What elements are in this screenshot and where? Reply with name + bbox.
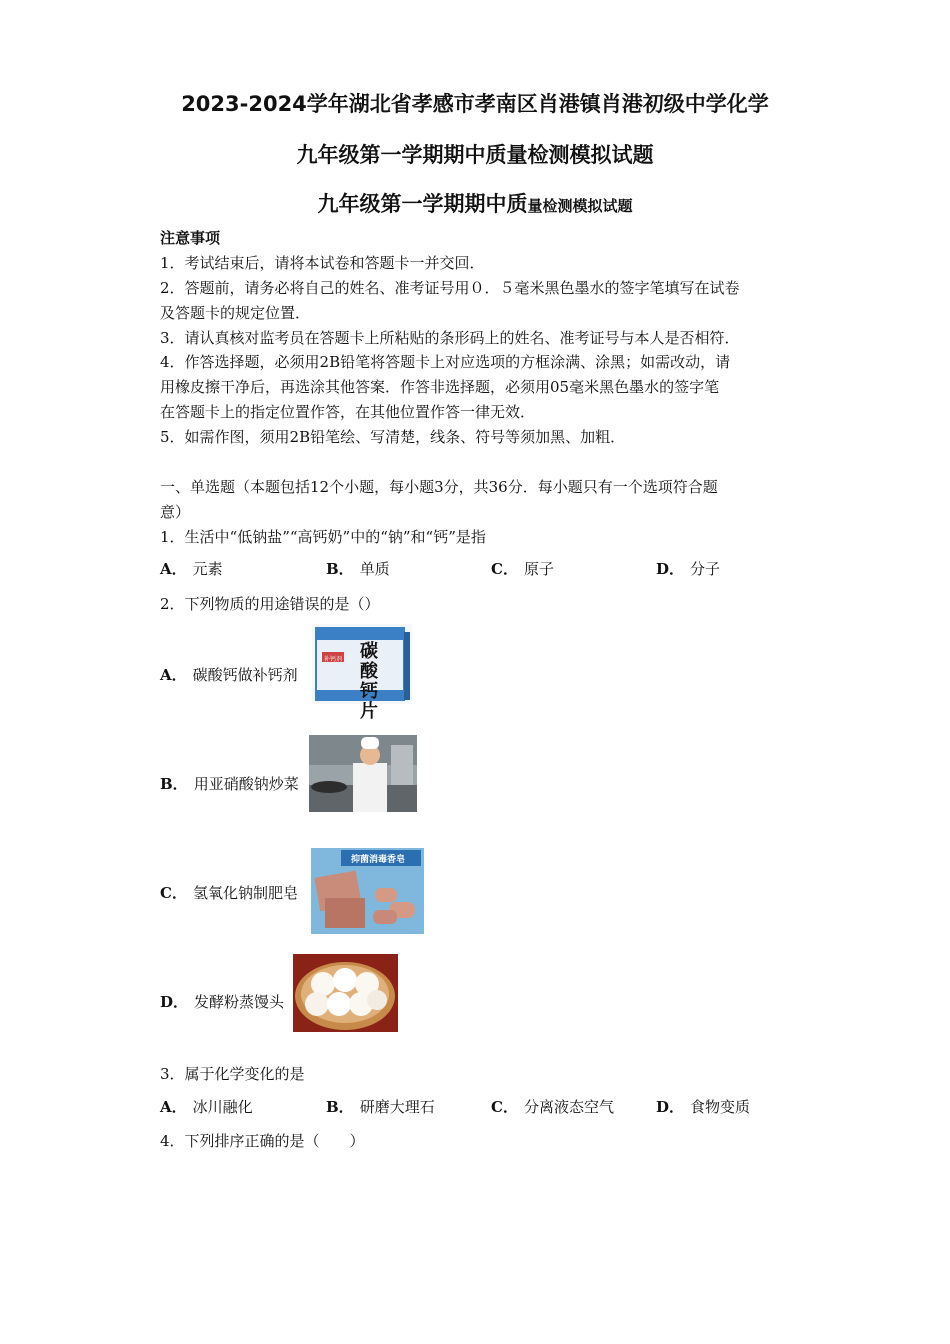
buns-graphic — [293, 954, 398, 1032]
section-heading-cont: 意） — [160, 503, 191, 521]
q3-option-a — [160, 1096, 253, 1117]
calcium-tablet-box-image — [312, 624, 412, 722]
q2-option-c — [160, 882, 298, 903]
subtitle-small: 量检测模拟试题 — [527, 197, 633, 215]
soap-banner: 抑菌消毒香皂 — [351, 855, 406, 865]
option-letter: A． — [160, 560, 187, 578]
option-letter: C． — [491, 560, 518, 578]
q3-option-d — [656, 1096, 750, 1117]
option-text: 分子 — [690, 560, 721, 578]
option-letter: C． — [160, 884, 187, 902]
option-text: 冰川融化 — [192, 1098, 253, 1116]
notice-line: 5．如需作图，须用2B铅笔绘、写清楚，线条、符号等须加黑、加粗． — [160, 428, 626, 446]
notice-line: 4．作答选择题，必须用2B铅笔将答题卡上对应选项的方框涂满、涂黑；如需改动，请 — [160, 353, 731, 371]
option-letter: D． — [656, 560, 685, 578]
box-label: 补钙剂 — [324, 656, 343, 663]
option-text: 研磨大理石 — [359, 1098, 435, 1116]
q1-option-c — [491, 558, 554, 579]
q3-option-b — [326, 1096, 435, 1117]
q3-option-c — [491, 1096, 614, 1117]
option-text: 发酵粉蒸馒头 — [194, 993, 285, 1011]
option-letter: D． — [160, 993, 189, 1011]
option-letter: B． — [326, 1098, 354, 1116]
option-letter: B． — [326, 560, 354, 578]
option-letter: C． — [491, 1098, 518, 1116]
notice-heading: 注意事项 — [160, 229, 221, 247]
page-subtitle — [0, 188, 950, 218]
option-text: 分离液态空气 — [523, 1098, 614, 1116]
soap-image — [311, 848, 424, 934]
q1-option-d — [656, 558, 720, 579]
q1-option-b — [326, 558, 390, 579]
question-3-stem: 3．属于化学变化的是 — [160, 1065, 305, 1083]
notice-line: 2．答题前，请务必将自己的姓名、准考证号用０．５毫米黑色墨水的签字笔填写在试卷 — [160, 279, 740, 297]
option-letter: A． — [160, 666, 187, 684]
option-text: 食物变质 — [690, 1098, 751, 1116]
notice-line: 在答题卡上的指定位置作答，在其他位置作答一律无效． — [160, 403, 536, 421]
option-text: 原子 — [523, 560, 554, 578]
page-title-line1: 2023-2024学年湖北省孝感市孝南区肖港镇肖港初级中学化学 — [181, 92, 769, 116]
section-heading: 一、单选题（本题包括12个小题，每小题3分，共36分．每小题只有一个选项符合题 — [160, 478, 718, 496]
option-text: 用亚硝酸钠炒菜 — [193, 775, 299, 793]
q2-option-d — [160, 991, 284, 1012]
q2-option-a — [160, 664, 298, 685]
option-letter: A． — [160, 1098, 187, 1116]
page-title-line2: 九年级第一学期期中质量检测模拟试题 — [296, 143, 654, 167]
question-2-stem: 2．下列物质的用途错误的是（） — [160, 595, 380, 613]
notice-line: 用橡皮擦干净后，再选涂其他答案．作答非选择题，必须用05毫米黑色墨水的签字笔 — [160, 378, 720, 396]
notice-line: 1．考试结束后，请将本试卷和答题卡一并交回． — [160, 254, 485, 272]
q1-option-a — [160, 558, 223, 579]
notice-line: 3．请认真核对监考员在答题卡上所粘贴的条形码上的姓名、准考证号与本人是否相符． — [160, 329, 740, 347]
option-letter: D． — [656, 1098, 685, 1116]
option-letter: B． — [160, 775, 188, 793]
notice-line: 及答题卡的规定位置． — [160, 304, 311, 322]
chef-graphic — [309, 735, 417, 812]
option-text: 单质 — [359, 560, 390, 578]
steamed-buns-image — [293, 954, 398, 1032]
subtitle-large: 九年级第一学期期中质 — [317, 192, 528, 216]
q2-option-b — [160, 773, 299, 794]
option-text: 碳酸钙做补钙剂 — [192, 666, 298, 684]
box-text: 碳酸钙片 — [360, 641, 378, 722]
option-text: 元素 — [192, 560, 223, 578]
option-text: 氢氧化钠制肥皂 — [192, 884, 298, 902]
chef-cooking-image — [309, 735, 417, 812]
question-1-stem: 1．生活中“低钠盐”“高钙奶”中的“钠”和“钙”是指 — [160, 528, 486, 546]
question-4-stem: 4．下列排序正确的是（ ） — [160, 1132, 365, 1150]
